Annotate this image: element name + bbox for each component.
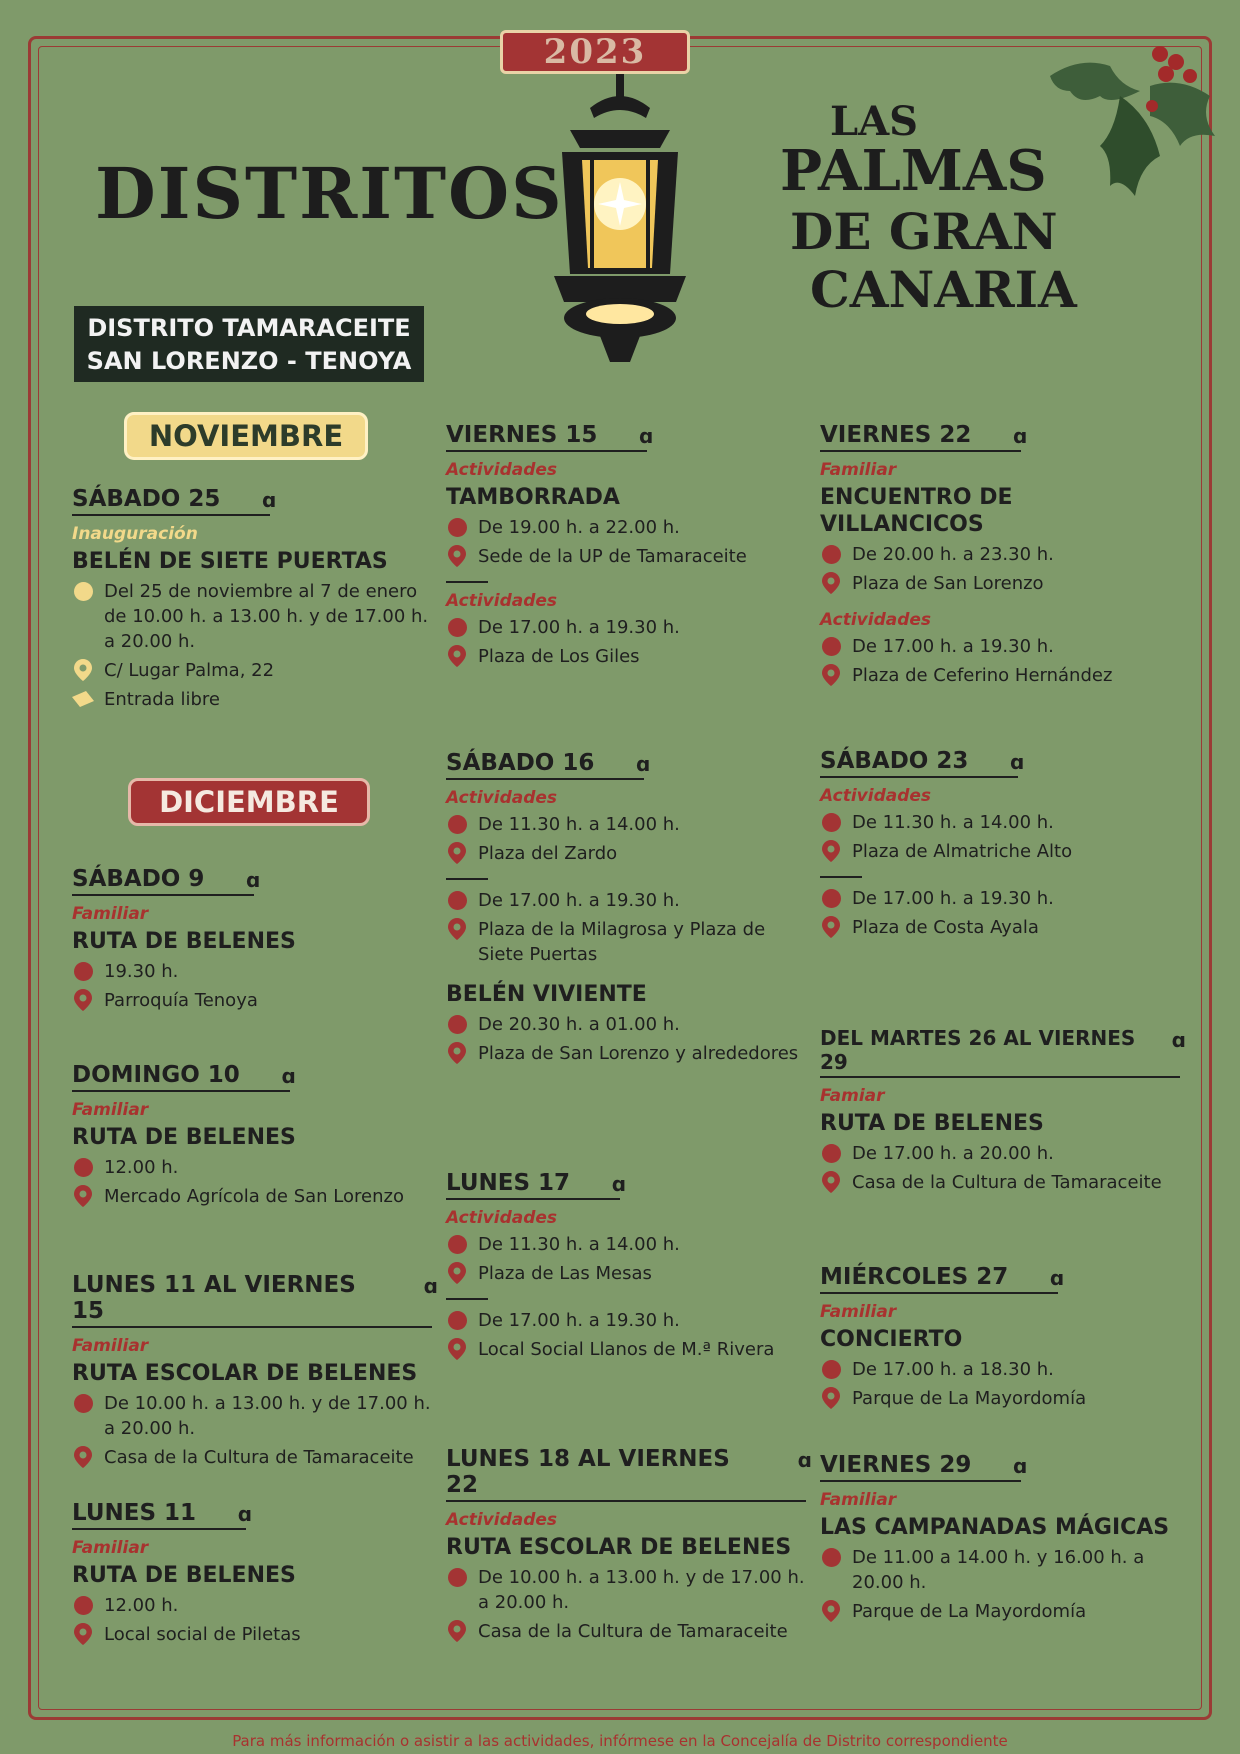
event-time-line bbox=[72, 1391, 432, 1441]
event-day: LUNES 11 AL VIERNES 15 ɑ bbox=[72, 1272, 432, 1328]
event-place: Sede de la UP de Tamaraceite bbox=[478, 546, 747, 567]
event-place: Plaza de Costa Ayala bbox=[852, 917, 1039, 938]
logo-line-2: PALMAS bbox=[780, 138, 1047, 204]
event-day: DEL MARTES 26 AL VIERNES 29 ɑ bbox=[820, 1026, 1180, 1078]
event-time: 12.00 h. bbox=[104, 1157, 179, 1178]
event-time-line bbox=[820, 1141, 1180, 1166]
clock-icon bbox=[446, 813, 468, 835]
event-viernes-15 bbox=[446, 422, 806, 669]
event-time: De 10.00 h. a 13.00 h. y de 17.00 h. a 20.00 h. bbox=[478, 1567, 805, 1613]
logo-line-1: LAS bbox=[830, 98, 919, 145]
clock-icon bbox=[446, 1013, 468, 1035]
event-category: Actividades bbox=[820, 610, 932, 630]
location-pin-icon bbox=[446, 1338, 468, 1360]
event-category: Actividades bbox=[446, 1208, 558, 1228]
event-sabado-23 bbox=[820, 748, 1180, 940]
location-pin-icon bbox=[446, 1042, 468, 1064]
event-time: De 17.00 h. a 18.30 h. bbox=[852, 1359, 1054, 1380]
event-entry-line bbox=[72, 687, 432, 712]
event-del-martes-26-al-viernes-29 bbox=[820, 1026, 1180, 1195]
event-time: 19.30 h. bbox=[104, 961, 179, 982]
event-name: BELÉN DE SIETE PUERTAS bbox=[72, 549, 388, 574]
event-time-line bbox=[820, 634, 1180, 659]
event-viernes-22 bbox=[820, 422, 1180, 688]
event-time-line bbox=[446, 1308, 806, 1333]
event-time: De 19.00 h. a 22.00 h. bbox=[478, 517, 680, 538]
event-time: De 17.00 h. a 19.30 h. bbox=[852, 636, 1054, 657]
event-place: C/ Lugar Palma, 22 bbox=[104, 660, 275, 681]
event-name: TAMBORRADA bbox=[446, 485, 620, 510]
event-name: RUTA DE BELENES bbox=[72, 929, 296, 954]
separator bbox=[446, 878, 488, 880]
clock-icon bbox=[820, 1546, 842, 1568]
event-time-line bbox=[72, 579, 432, 654]
event-day: VIERNES 15 ɑ bbox=[446, 422, 647, 452]
event-time: Del 25 de noviembre al 7 de enero de 10.00 h. a 13.00 h. y de 17.00 h. a 20.00 h. bbox=[104, 581, 429, 652]
event-time: De 11.30 h. a 14.00 h. bbox=[478, 814, 680, 835]
event-time-line bbox=[820, 810, 1180, 835]
event-day: SÁBADO 16 ɑ bbox=[446, 750, 644, 780]
location-pin-icon bbox=[820, 1600, 842, 1622]
event-place-line bbox=[72, 1184, 432, 1209]
location-pin-icon bbox=[820, 572, 842, 594]
footer-note: Para más información o asistir a las actividades, infórmese en la Concejalía de Distrito correspondiente bbox=[160, 1732, 1080, 1750]
event-time: De 17.00 h. a 20.00 h. bbox=[852, 1143, 1054, 1164]
event-category: Famiar bbox=[820, 1086, 885, 1106]
event-place-line bbox=[820, 571, 1180, 596]
event-name: LAS CAMPANADAS MÁGICAS bbox=[820, 1515, 1170, 1540]
clock-icon bbox=[820, 635, 842, 657]
event-category: Actividades bbox=[446, 788, 558, 808]
holly-icon bbox=[1040, 36, 1230, 216]
event-day: SÁBADO 25 ɑ bbox=[72, 486, 270, 516]
event-day: VIERNES 29 ɑ bbox=[820, 1452, 1021, 1482]
event-place: Plaza del Zardo bbox=[478, 843, 618, 864]
location-pin-icon bbox=[72, 989, 94, 1011]
location-pin-icon bbox=[446, 842, 468, 864]
event-place-line bbox=[820, 1386, 1180, 1411]
clock-icon bbox=[446, 1566, 468, 1588]
event-time-line bbox=[72, 959, 432, 984]
event-time: De 17.00 h. a 19.30 h. bbox=[478, 1310, 680, 1331]
event-place-line bbox=[446, 1041, 806, 1066]
event-category: Familiar bbox=[820, 1302, 897, 1322]
event-time-line bbox=[820, 542, 1180, 567]
event-category: Actividades bbox=[446, 460, 558, 480]
event-lunes-11 bbox=[72, 1500, 432, 1647]
separator bbox=[446, 1298, 488, 1300]
event-place-line bbox=[446, 841, 806, 866]
event-place-line bbox=[446, 1619, 806, 1644]
event-place: Mercado Agrícola de San Lorenzo bbox=[104, 1186, 404, 1207]
separator bbox=[446, 581, 488, 583]
event-day: SÁBADO 23 ɑ bbox=[820, 748, 1018, 778]
event-place: Casa de la Cultura de Tamaraceite bbox=[852, 1172, 1162, 1193]
event-place: Plaza de San Lorenzo y alrededores bbox=[478, 1043, 799, 1064]
event-place: Plaza de la Milagrosa y Plaza de Siete Puertas bbox=[478, 919, 766, 965]
event-time-line bbox=[446, 515, 806, 540]
event-place-line bbox=[820, 663, 1180, 688]
clock-icon bbox=[446, 616, 468, 638]
event-time: De 17.00 h. a 19.30 h. bbox=[478, 890, 680, 911]
event-domingo-10 bbox=[72, 1062, 432, 1209]
event-time-line bbox=[820, 1545, 1180, 1595]
event-time-line bbox=[820, 886, 1180, 911]
event-place: Plaza de Las Mesas bbox=[478, 1263, 652, 1284]
event-place-line bbox=[446, 544, 806, 569]
event-time-line bbox=[72, 1593, 432, 1618]
event-place-line bbox=[72, 658, 432, 683]
event-category: Familiar bbox=[820, 1490, 897, 1510]
event-time-line bbox=[446, 1565, 806, 1615]
event-place-line bbox=[820, 1170, 1180, 1195]
event-place: Plaza de Almatriche Alto bbox=[852, 841, 1073, 862]
location-pin-icon bbox=[446, 1620, 468, 1642]
event-day: LUNES 18 AL VIERNES 22 ɑ bbox=[446, 1446, 806, 1502]
location-pin-icon bbox=[820, 664, 842, 686]
event-miercoles-27 bbox=[820, 1264, 1180, 1411]
event-place: Plaza de Ceferino Hernández bbox=[852, 665, 1113, 686]
event-place-line bbox=[72, 1622, 432, 1647]
event-place-line bbox=[446, 1261, 806, 1286]
event-place: Parroquía Tenoya bbox=[104, 990, 258, 1011]
event-place-line bbox=[446, 1337, 806, 1362]
event-category: Familiar bbox=[72, 1538, 149, 1558]
event-category: Familiar bbox=[72, 904, 149, 924]
event-time: De 11.30 h. a 14.00 h. bbox=[478, 1234, 680, 1255]
clock-icon bbox=[446, 889, 468, 911]
event-name: RUTA DE BELENES bbox=[72, 1563, 296, 1588]
separator bbox=[820, 876, 862, 878]
event-time-line bbox=[446, 615, 806, 640]
location-pin-icon bbox=[446, 1262, 468, 1284]
district-header bbox=[74, 306, 424, 382]
location-pin-icon bbox=[72, 659, 94, 681]
event-place: Parque de La Mayordomía bbox=[852, 1601, 1087, 1622]
event-category: Inauguración bbox=[72, 524, 198, 544]
event-entry: Entrada libre bbox=[104, 689, 220, 710]
event-place: Plaza de Los Giles bbox=[478, 646, 640, 667]
event-place-line bbox=[72, 1445, 432, 1470]
logo-line-3: DE GRAN bbox=[790, 202, 1058, 261]
event-category: Actividades bbox=[820, 786, 932, 806]
logo-line-4: CANARIA bbox=[810, 260, 1077, 319]
location-pin-icon bbox=[820, 916, 842, 938]
event-name: ENCUENTRO DE VILLANCICOS bbox=[820, 485, 1013, 537]
location-pin-icon bbox=[820, 1387, 842, 1409]
event-day: LUNES 17 ɑ bbox=[446, 1170, 620, 1200]
event-sabado-9 bbox=[72, 866, 432, 1013]
event-day: LUNES 11 ɑ bbox=[72, 1500, 246, 1530]
event-place-line bbox=[446, 917, 806, 967]
event-time: De 11.30 h. a 14.00 h. bbox=[852, 812, 1054, 833]
location-pin-icon bbox=[72, 1623, 94, 1645]
event-name: CONCIERTO bbox=[820, 1327, 963, 1352]
event-time: De 11.00 a 14.00 h. y 16.00 h. a 20.00 h. bbox=[852, 1547, 1145, 1593]
district-line-2: SAN LORENZO - TENOYA bbox=[86, 347, 412, 375]
event-place: Casa de la Cultura de Tamaraceite bbox=[478, 1621, 788, 1642]
event-time: De 20.00 h. a 23.30 h. bbox=[852, 544, 1054, 565]
location-pin-icon bbox=[72, 1446, 94, 1468]
month-badge-diciembre: DICIEMBRE bbox=[128, 778, 370, 826]
event-day: DOMINGO 10 ɑ bbox=[72, 1062, 290, 1092]
clock-icon bbox=[820, 1142, 842, 1164]
event-time: De 17.00 h. a 19.30 h. bbox=[478, 617, 680, 638]
location-pin-icon bbox=[820, 1171, 842, 1193]
event-lunes-17 bbox=[446, 1170, 806, 1362]
event-day: MIÉRCOLES 27 ɑ bbox=[820, 1264, 1058, 1294]
ticket-icon bbox=[72, 688, 94, 710]
event-sabado-25 bbox=[72, 486, 432, 712]
clock-icon bbox=[72, 1156, 94, 1178]
event-viernes-29 bbox=[820, 1452, 1180, 1624]
event-time: De 17.00 h. a 19.30 h. bbox=[852, 888, 1054, 909]
event-time-line bbox=[446, 1232, 806, 1257]
clock-icon bbox=[820, 811, 842, 833]
event-place: Local social de Piletas bbox=[104, 1624, 301, 1645]
event-place-line bbox=[820, 1599, 1180, 1624]
location-pin-icon bbox=[72, 1185, 94, 1207]
page-title: DISTRITOS bbox=[95, 152, 564, 235]
clock-icon bbox=[446, 1309, 468, 1331]
event-sabado-16 bbox=[446, 750, 806, 1066]
location-pin-icon bbox=[446, 645, 468, 667]
clock-icon bbox=[820, 543, 842, 565]
clock-icon bbox=[820, 887, 842, 909]
clock-icon bbox=[72, 580, 94, 602]
clock-icon bbox=[446, 1233, 468, 1255]
event-time-line bbox=[446, 812, 806, 837]
lantern-icon bbox=[520, 74, 720, 364]
event-place-line bbox=[820, 915, 1180, 940]
event-category: Actividades bbox=[446, 591, 558, 611]
event-place: Local Social Llanos de M.ª Rivera bbox=[478, 1339, 775, 1360]
event-category: Actividades bbox=[446, 1510, 558, 1530]
event-place: Parque de La Mayordomía bbox=[852, 1388, 1087, 1409]
location-pin-icon bbox=[820, 840, 842, 862]
event-place: Casa de la Cultura de Tamaraceite bbox=[104, 1447, 414, 1468]
event-place-line bbox=[446, 644, 806, 669]
location-pin-icon bbox=[446, 545, 468, 567]
year-badge: 2023 bbox=[500, 30, 690, 74]
location-pin-icon bbox=[446, 918, 468, 940]
event-category: Familiar bbox=[820, 460, 897, 480]
las-palmas-logo bbox=[760, 98, 1077, 328]
event-place-line bbox=[820, 839, 1180, 864]
event-name: RUTA ESCOLAR DE BELENES bbox=[72, 1361, 418, 1386]
clock-icon bbox=[72, 1392, 94, 1414]
event-name: RUTA DE BELENES bbox=[72, 1125, 296, 1150]
event-category: Familiar bbox=[72, 1100, 149, 1120]
event-time: De 20.30 h. a 01.00 h. bbox=[478, 1014, 680, 1035]
clock-icon bbox=[820, 1358, 842, 1380]
event-day: VIERNES 22 ɑ bbox=[820, 422, 1021, 452]
clock-icon bbox=[72, 1594, 94, 1616]
month-badge-noviembre: NOVIEMBRE bbox=[124, 412, 368, 460]
event-lunes-11-al-viernes-15 bbox=[72, 1272, 432, 1470]
event-time-line bbox=[446, 1012, 806, 1037]
event-place: Plaza de San Lorenzo bbox=[852, 573, 1044, 594]
event-time-line bbox=[72, 1155, 432, 1180]
event-time-line bbox=[820, 1357, 1180, 1382]
event-day: SÁBADO 9 ɑ bbox=[72, 866, 254, 896]
event-place-line bbox=[72, 988, 432, 1013]
event-name: RUTA ESCOLAR DE BELENES bbox=[446, 1535, 792, 1560]
event-category: Familiar bbox=[72, 1336, 149, 1356]
event-lunes-18-al-viernes-22 bbox=[446, 1446, 806, 1644]
clock-icon bbox=[72, 960, 94, 982]
district-line-1: DISTRITO TAMARACEITE bbox=[87, 314, 411, 342]
event-time: De 10.00 h. a 13.00 h. y de 17.00 h. a 20.00 h. bbox=[104, 1393, 431, 1439]
event-name: BELÉN VIVIENTE bbox=[446, 982, 647, 1007]
event-time: 12.00 h. bbox=[104, 1595, 179, 1616]
clock-icon bbox=[446, 516, 468, 538]
event-time-line bbox=[446, 888, 806, 913]
event-name: RUTA DE BELENES bbox=[820, 1111, 1044, 1136]
